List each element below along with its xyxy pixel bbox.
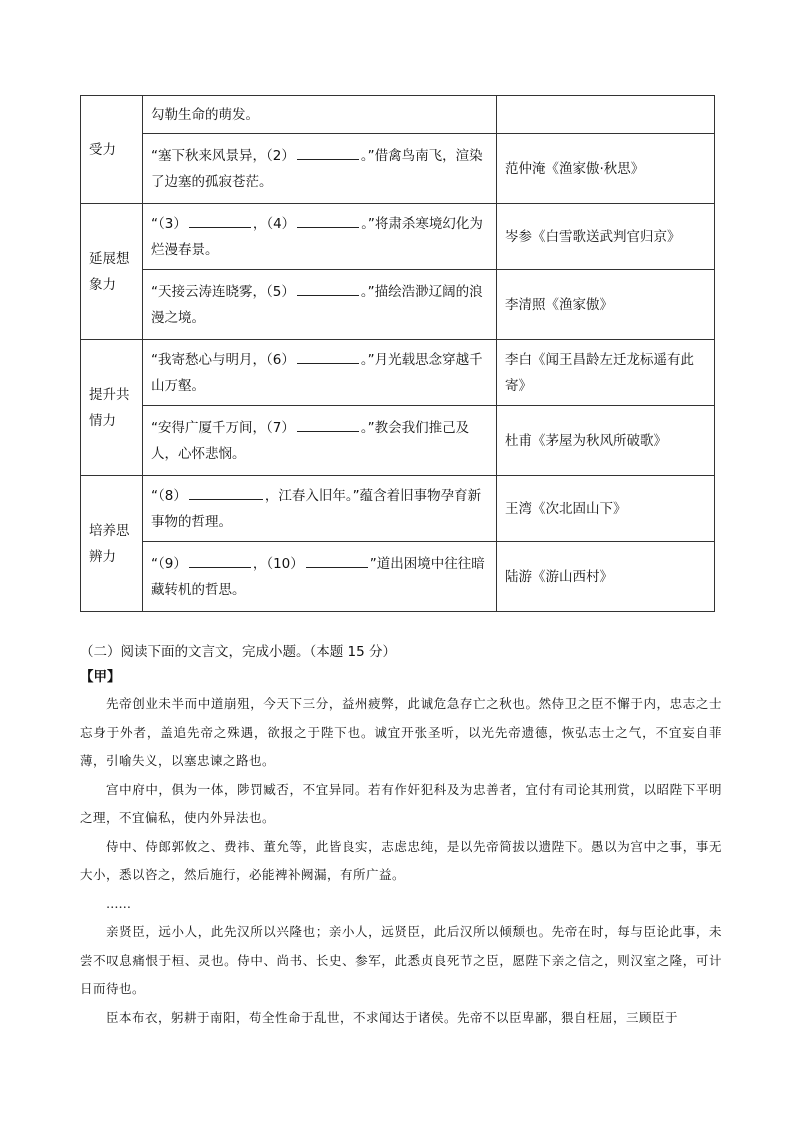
category-label: 受力 xyxy=(89,141,116,158)
content-pre: “（9） xyxy=(151,555,187,572)
source-cell xyxy=(497,134,715,204)
category-cell xyxy=(81,96,143,204)
content-post: ，江春入旧年。”蕴含着旧事物孕育新事物的哲理。 xyxy=(151,487,482,530)
content-mid: ，（4） xyxy=(252,215,296,232)
content-cell xyxy=(143,406,497,476)
content-pre: “（8） xyxy=(151,487,187,504)
content-post: 。”教会我们推己及人，心怀悲悯。 xyxy=(151,419,470,462)
content-mid: ，（10） xyxy=(252,555,304,572)
source-cell xyxy=(497,204,715,270)
content-cell xyxy=(143,270,497,340)
content-pre: “我寄愁心与明月，（6） xyxy=(151,351,295,368)
category-cell xyxy=(81,476,143,612)
table-row xyxy=(81,270,715,340)
source-cell xyxy=(497,542,715,612)
ellipsis: …… xyxy=(106,895,131,911)
passage-paragraph: 亲贤臣，远小人，此先汉所以兴隆也；亲小人，远贤臣，此后汉所以倾颓也。先帝在时，每与臣论此事，未尝不叹息痛恨于桓、灵也。侍中、尚书、长史、参军，此悉贞良死节之臣，愿陛下亲之信之，则汉室之隆，可计日而待也。 xyxy=(80,924,722,996)
table-row xyxy=(81,406,715,476)
passage-paragraph: 臣本布衣，躬耕于南阳，苟全性命于乱世，不求闻达于诸侯。先帝不以臣卑鄙，猥自枉屈，三顾臣于 xyxy=(106,1009,679,1025)
source-cell xyxy=(497,476,715,542)
category-cell xyxy=(81,340,143,476)
content-post: 。”月光载思念穿越千山万壑。 xyxy=(151,351,483,394)
answer-blank-4[interactable] xyxy=(297,213,359,228)
category-label: 培养思辨力 xyxy=(89,522,130,565)
passage-label: 【甲】 xyxy=(80,669,121,685)
content-pre: “（3） xyxy=(151,215,187,232)
source-text: 王湾《次北固山下》 xyxy=(505,500,627,517)
classical-passage xyxy=(80,690,722,1032)
table-row xyxy=(81,96,715,134)
content-cell xyxy=(143,542,497,612)
table-row xyxy=(81,204,715,270)
answer-blank-8[interactable] xyxy=(189,485,263,500)
content-post: 。”借禽鸟南飞，渲染了边塞的孤寂苍茫。 xyxy=(151,147,483,190)
table-row xyxy=(81,340,715,406)
source-cell xyxy=(497,340,715,406)
answer-blank-10[interactable] xyxy=(306,553,368,568)
answer-blank-3[interactable] xyxy=(189,213,251,228)
category-label: 延展想象力 xyxy=(89,250,130,293)
answer-blank-6[interactable] xyxy=(297,349,359,364)
category-label: 提升共情力 xyxy=(89,386,130,429)
table-row xyxy=(81,542,715,612)
table-row xyxy=(81,134,715,204)
source-text: 范仲淹《渔家傲·秋思》 xyxy=(505,160,645,177)
content-post: ”道出困境中往往暗藏转机的哲思。 xyxy=(151,555,485,598)
content-cell xyxy=(143,134,497,204)
content-pre: “天接云涛连晓雾，（5） xyxy=(151,283,295,300)
content-post: 。”将肃杀寒境幻化为烂漫春景。 xyxy=(151,215,483,258)
content-text: 勾勒生命的萌发。 xyxy=(151,106,259,123)
source-text: 陆游《游山西村》 xyxy=(505,568,613,585)
passage-paragraph: 宫中府中，俱为一体，陟罚臧否，不宜异同。若有作奸犯科及为忠善者，宜付有司论其刑赏，以昭陛下平明之理，不宜偏私，使内外异法也。 xyxy=(80,781,722,825)
poetry-fill-table xyxy=(80,95,715,612)
table-row xyxy=(81,476,715,542)
content-cell xyxy=(143,476,497,542)
source-cell xyxy=(497,270,715,340)
source-cell xyxy=(497,406,715,476)
passage-paragraph: 先帝创业未半而中道崩殂，今天下三分，益州疲弊，此诚危急存亡之秋也。然侍卫之臣不懈于内，忠志之士忘身于外者，盖追先帝之殊遇，欲报之于陛下也。诚宜开张圣听，以光先帝遗德，恢弘志士之气，不宜妄自菲薄，引喻失义，以塞忠谏之路也。 xyxy=(80,696,722,768)
answer-blank-9[interactable] xyxy=(189,553,251,568)
source-cell xyxy=(497,96,715,134)
answer-blank-5[interactable] xyxy=(297,281,359,296)
source-text: 杜甫《茅屋为秋风所破歌》 xyxy=(505,432,667,449)
answer-blank-2[interactable] xyxy=(297,145,359,160)
source-text: 岑参《白雪歌送武判官归京》 xyxy=(505,228,681,245)
content-pre: “塞下秋来风景异，（2） xyxy=(151,147,295,164)
source-text: 李白《闻王昌龄左迁龙标遥有此寄》 xyxy=(505,351,694,394)
answer-blank-7[interactable] xyxy=(297,417,359,432)
content-pre: “安得广厦千万间，（7） xyxy=(151,419,295,436)
category-cell xyxy=(81,204,143,340)
section-intro: （二）阅读下面的文言文，完成小题。（本题 15 分） xyxy=(80,644,397,660)
source-text: 李清照《渔家傲》 xyxy=(505,296,613,313)
content-cell xyxy=(143,96,497,134)
content-post: 。”描绘浩渺辽阔的浪漫之境。 xyxy=(151,283,483,326)
content-cell xyxy=(143,340,497,406)
passage-paragraph: 侍中、侍郎郭攸之、费祎、董允等，此皆良实，志虑忠纯，是以先帝简拔以遗陛下。愚以为宫中之事，事无大小，悉以咨之，然后施行，必能裨补阙漏，有所广益。 xyxy=(80,838,722,882)
content-cell xyxy=(143,204,497,270)
